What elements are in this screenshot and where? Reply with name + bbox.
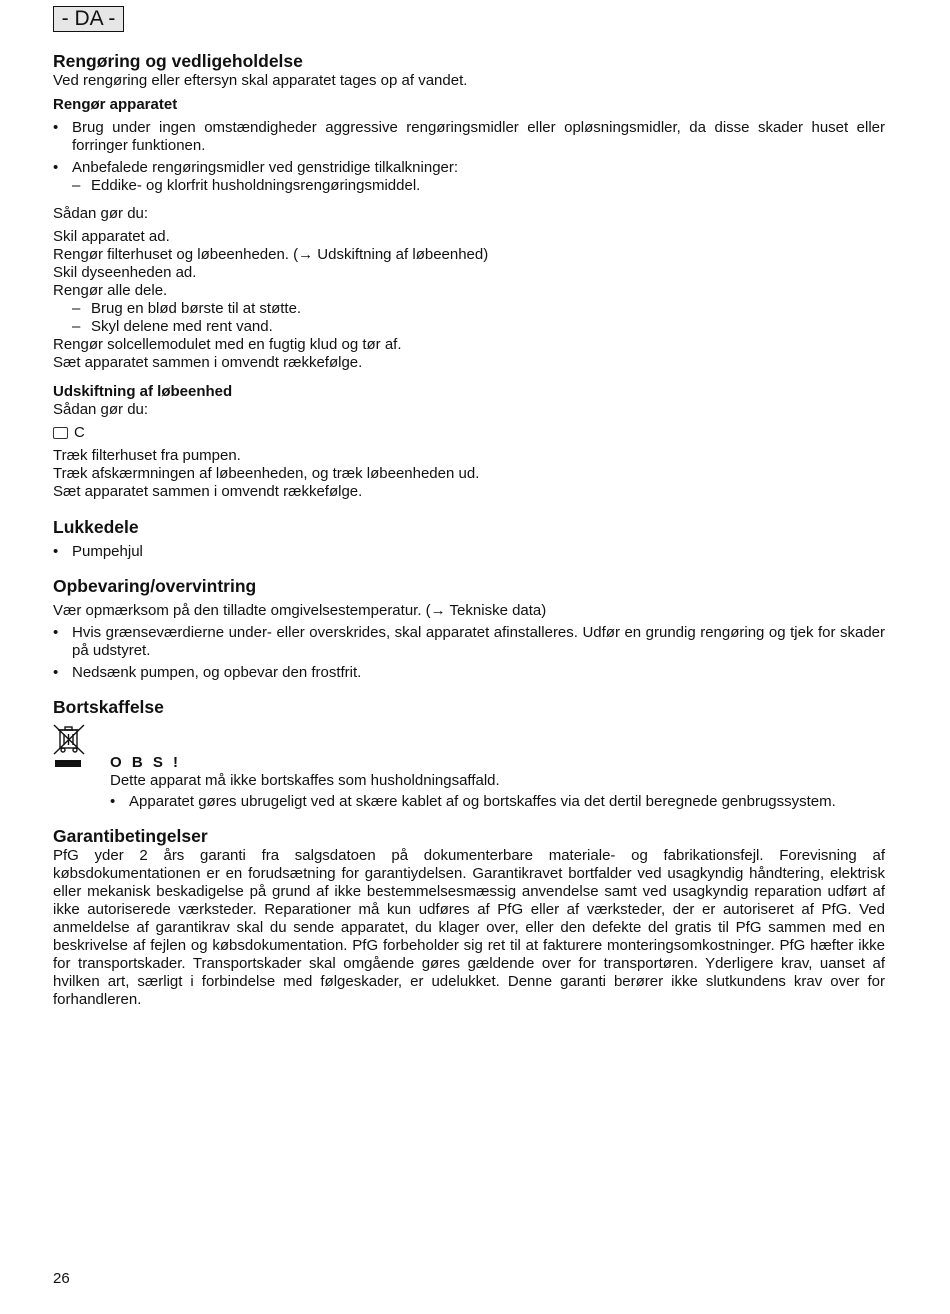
step: Sæt apparatet sammen i omvendt rækkefølge.	[53, 483, 363, 500]
step-dash-list	[53, 300, 885, 336]
step: Sæt apparatet sammen i omvendt rækkefølge.	[53, 354, 363, 371]
step: Rengør alle dele.	[53, 282, 168, 299]
list-item: – Eddike- og klorfrit husholdningsrengøringsmiddel.	[53, 177, 885, 195]
storage-bullets	[53, 624, 885, 682]
disposal-block	[53, 724, 885, 815]
language-tag: - DA -	[53, 6, 124, 32]
list-item: • Anbefalede rengøringsmidler ved genstridige tilkalkninger:	[53, 159, 885, 177]
figure-reference	[53, 423, 885, 443]
step: Skil dyseenheden ad.	[53, 264, 197, 281]
cleaning-dash-list	[53, 177, 885, 195]
notice-label: O B S !	[110, 754, 182, 771]
list-item: • Brug under ingen omstændigheder aggressive rengøringsmidler eller opløsningsmidler, da disse skader huset eller forringer funktionen.	[53, 119, 885, 155]
subtitle-replace-rotor: Udskiftning af løbeenhed	[53, 383, 233, 400]
figure-label: C	[74, 424, 85, 441]
subtitle-clean-device: Rengør apparatet	[53, 96, 178, 113]
step: Træk afskærmningen af løbeenheden, og træk løbeenheden ud.	[53, 465, 480, 482]
section-title-warranty: Garantibetingelser	[53, 826, 208, 846]
page-number: 26	[53, 1270, 70, 1287]
wear-parts-list	[53, 543, 885, 561]
disposal-text: Dette apparat må ikke bortskaffes som husholdningsaffald.	[110, 772, 500, 789]
cleaning-bullets	[53, 119, 885, 177]
howto-label: Sådan gør du:	[53, 205, 149, 222]
step: Skil apparatet ad.	[53, 228, 170, 245]
step: Rengør solcellemodulet med en fugtig klud og tør af.	[53, 336, 402, 353]
cleaning-intro: Ved rengøring eller eftersyn skal apparatet tages op af vandet.	[53, 72, 468, 89]
warranty-text: PfG yder 2 års garanti fra salgsdatoen på dokumenterbare materiale- og fabrikationsfejl. Forevisning af købsdokumentationen er en forudsætning for garantiydelsen. Garantikravet bortfalder ved usagkyndig håndtering, elektrisk eller mekanisk beskadigelse på grund af ikke bestemmelsesmæssig anvendelse samt ved usagkyndig reparation udført af ikke autoriserede værksteder. Reparationer må kun udføres af PfG eller af værksteder, der er autoriseret af PfG. Ved anmeldelse af garantikrav skal du sende apparatet, du klager over, eller den defekte del gratis til PfG sammen med en beskrivelse af fejlen og købsdokumentation. PfG forbeholder sig ret til at fakturere monteringsomkostninger. PfG hæfter ikke for transportskader. Transportskader skal omgående gøres gældende over for transportøren. Yderligere krav, uanset af hvilken art, særligt i forbindelse med følgeskader, er udelukket. Denne garanti berører ikke slutkundens krav over for forhandleren.	[53, 847, 885, 1008]
disposal-bullets	[110, 793, 885, 811]
crossed-out-wheelie-bin-icon	[53, 724, 110, 815]
section-title-cleaning: Rengøring og vedligeholdelse	[53, 51, 303, 71]
image-icon	[53, 427, 68, 439]
section-title-disposal: Bortskaffelse	[53, 697, 164, 717]
list-item: – Skyl delene med rent vand.	[53, 318, 885, 336]
step: Rengør filterhuset og løbeenheden. (→ Udskiftning af løbeenhed)	[53, 246, 489, 263]
step: Træk filterhuset fra pumpen.	[53, 447, 241, 464]
list-item: • Hvis grænseværdierne under- eller overskrides, skal apparatet afinstalleres. Udfør en grundig rengøring og tjek for skader på udstyret.	[53, 624, 885, 660]
list-item: • Nedsænk pumpen, og opbevar den frostfrit.	[53, 664, 885, 682]
storage-intro: Vær opmærksom på den tilladte omgivelsestemperatur. (→ Tekniske data)	[53, 602, 547, 619]
list-item: – Brug en blød børste til at støtte.	[53, 300, 885, 318]
section-title-storage: Opbevaring/overvintring	[53, 576, 257, 596]
section-title-wear-parts: Lukkedele	[53, 517, 139, 537]
howto-label: Sådan gør du:	[53, 401, 149, 418]
list-item: • Apparatet gøres ubrugeligt ved at skære kablet af og bortskaffes via det dertil beregnede genbrugssystem.	[110, 793, 885, 811]
list-item: • Pumpehjul	[53, 543, 885, 561]
manual-page	[53, 6, 885, 1009]
